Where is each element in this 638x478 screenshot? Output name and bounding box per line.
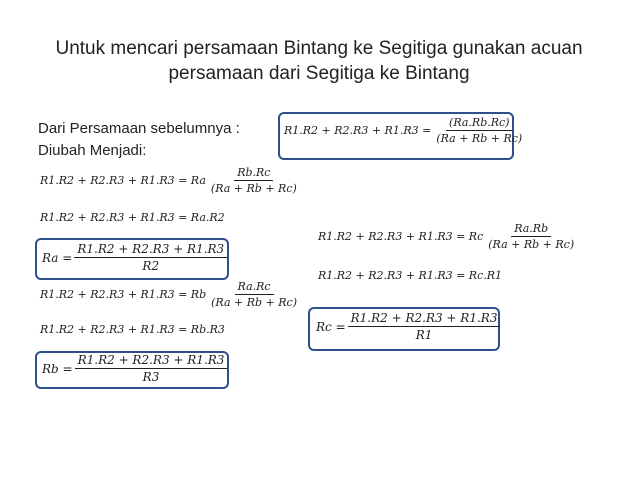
equation-a1-lhs: R1.R2 + R2.R3 + R1.R3 = Ra — [40, 174, 206, 187]
reference-denominator: (Ra + Rb + Rc) — [436, 132, 523, 145]
equation-b1-lhs: R1.R2 + R2.R3 + R1.R3 = Rb — [40, 288, 207, 301]
equation-a1-numerator: Rb.Rc — [234, 166, 273, 181]
reference-equation — [284, 116, 525, 145]
equation-c1-fraction — [485, 222, 577, 251]
equation-c3 — [316, 311, 500, 342]
slide-title: Untuk mencari persamaan Bintang ke Segitiga gunakan acuan persamaan dari Segitiga ke Bintang — [55, 38, 583, 84]
equation-a1 — [40, 166, 300, 195]
equation-a3 — [42, 242, 227, 273]
equation-b3-numerator: R1.R2 + R2.R3 + R1.R3 — [75, 353, 228, 369]
equation-b3-denominator: R3 — [142, 370, 160, 384]
equation-a3-lhs: Ra = — [42, 250, 73, 265]
equation-c3-numerator: R1.R2 + R2.R3 + R1.R3 — [348, 311, 501, 327]
equation-c3-lhs: Rc = — [316, 319, 346, 334]
reference-numerator: (Ra.Rb.Rc) — [446, 116, 512, 131]
equation-b3-lhs: Rb = — [42, 361, 73, 376]
equation-b1 — [40, 280, 300, 309]
equation-b1-numerator: Ra.Rc — [235, 280, 274, 295]
equation-b2: R1.R2 + R2.R3 + R1.R3 = Rb.R3 — [40, 323, 225, 336]
equation-c1-numerator: Ra.Rb — [511, 222, 551, 237]
equation-c3-fraction — [348, 311, 501, 342]
equation-a1-fraction — [208, 166, 300, 195]
intro-line-2: Diubah Menjadi: — [38, 142, 147, 159]
equation-a3-numerator: R1.R2 + R2.R3 + R1.R3 — [74, 242, 227, 258]
intro-line-1: Dari Persamaan sebelumnya : — [38, 120, 240, 137]
equation-b3 — [42, 353, 227, 384]
equation-a3-denominator: R2 — [142, 259, 160, 273]
equation-c2: R1.R2 + R2.R3 + R1.R3 = Rc.R1 — [318, 269, 503, 282]
equation-a3-fraction — [74, 242, 227, 273]
equation-c1 — [318, 222, 577, 251]
reference-fraction — [433, 116, 525, 145]
equation-c3-denominator: R1 — [415, 328, 433, 342]
equation-c1-lhs: R1.R2 + R2.R3 + R1.R3 = Rc — [318, 230, 484, 243]
equation-b3-fraction — [75, 353, 228, 384]
equation-b1-fraction — [208, 280, 300, 309]
equation-b1-denominator: (Ra + Rb + Rc) — [211, 296, 298, 309]
equation-a1-denominator: (Ra + Rb + Rc) — [210, 182, 297, 195]
equation-c1-denominator: (Ra + Rb + Rc) — [488, 238, 575, 251]
reference-lhs: R1.R2 + R2.R3 + R1.R3 = — [284, 124, 432, 137]
equation-a2: R1.R2 + R2.R3 + R1.R3 = Ra.R2 — [40, 211, 225, 224]
